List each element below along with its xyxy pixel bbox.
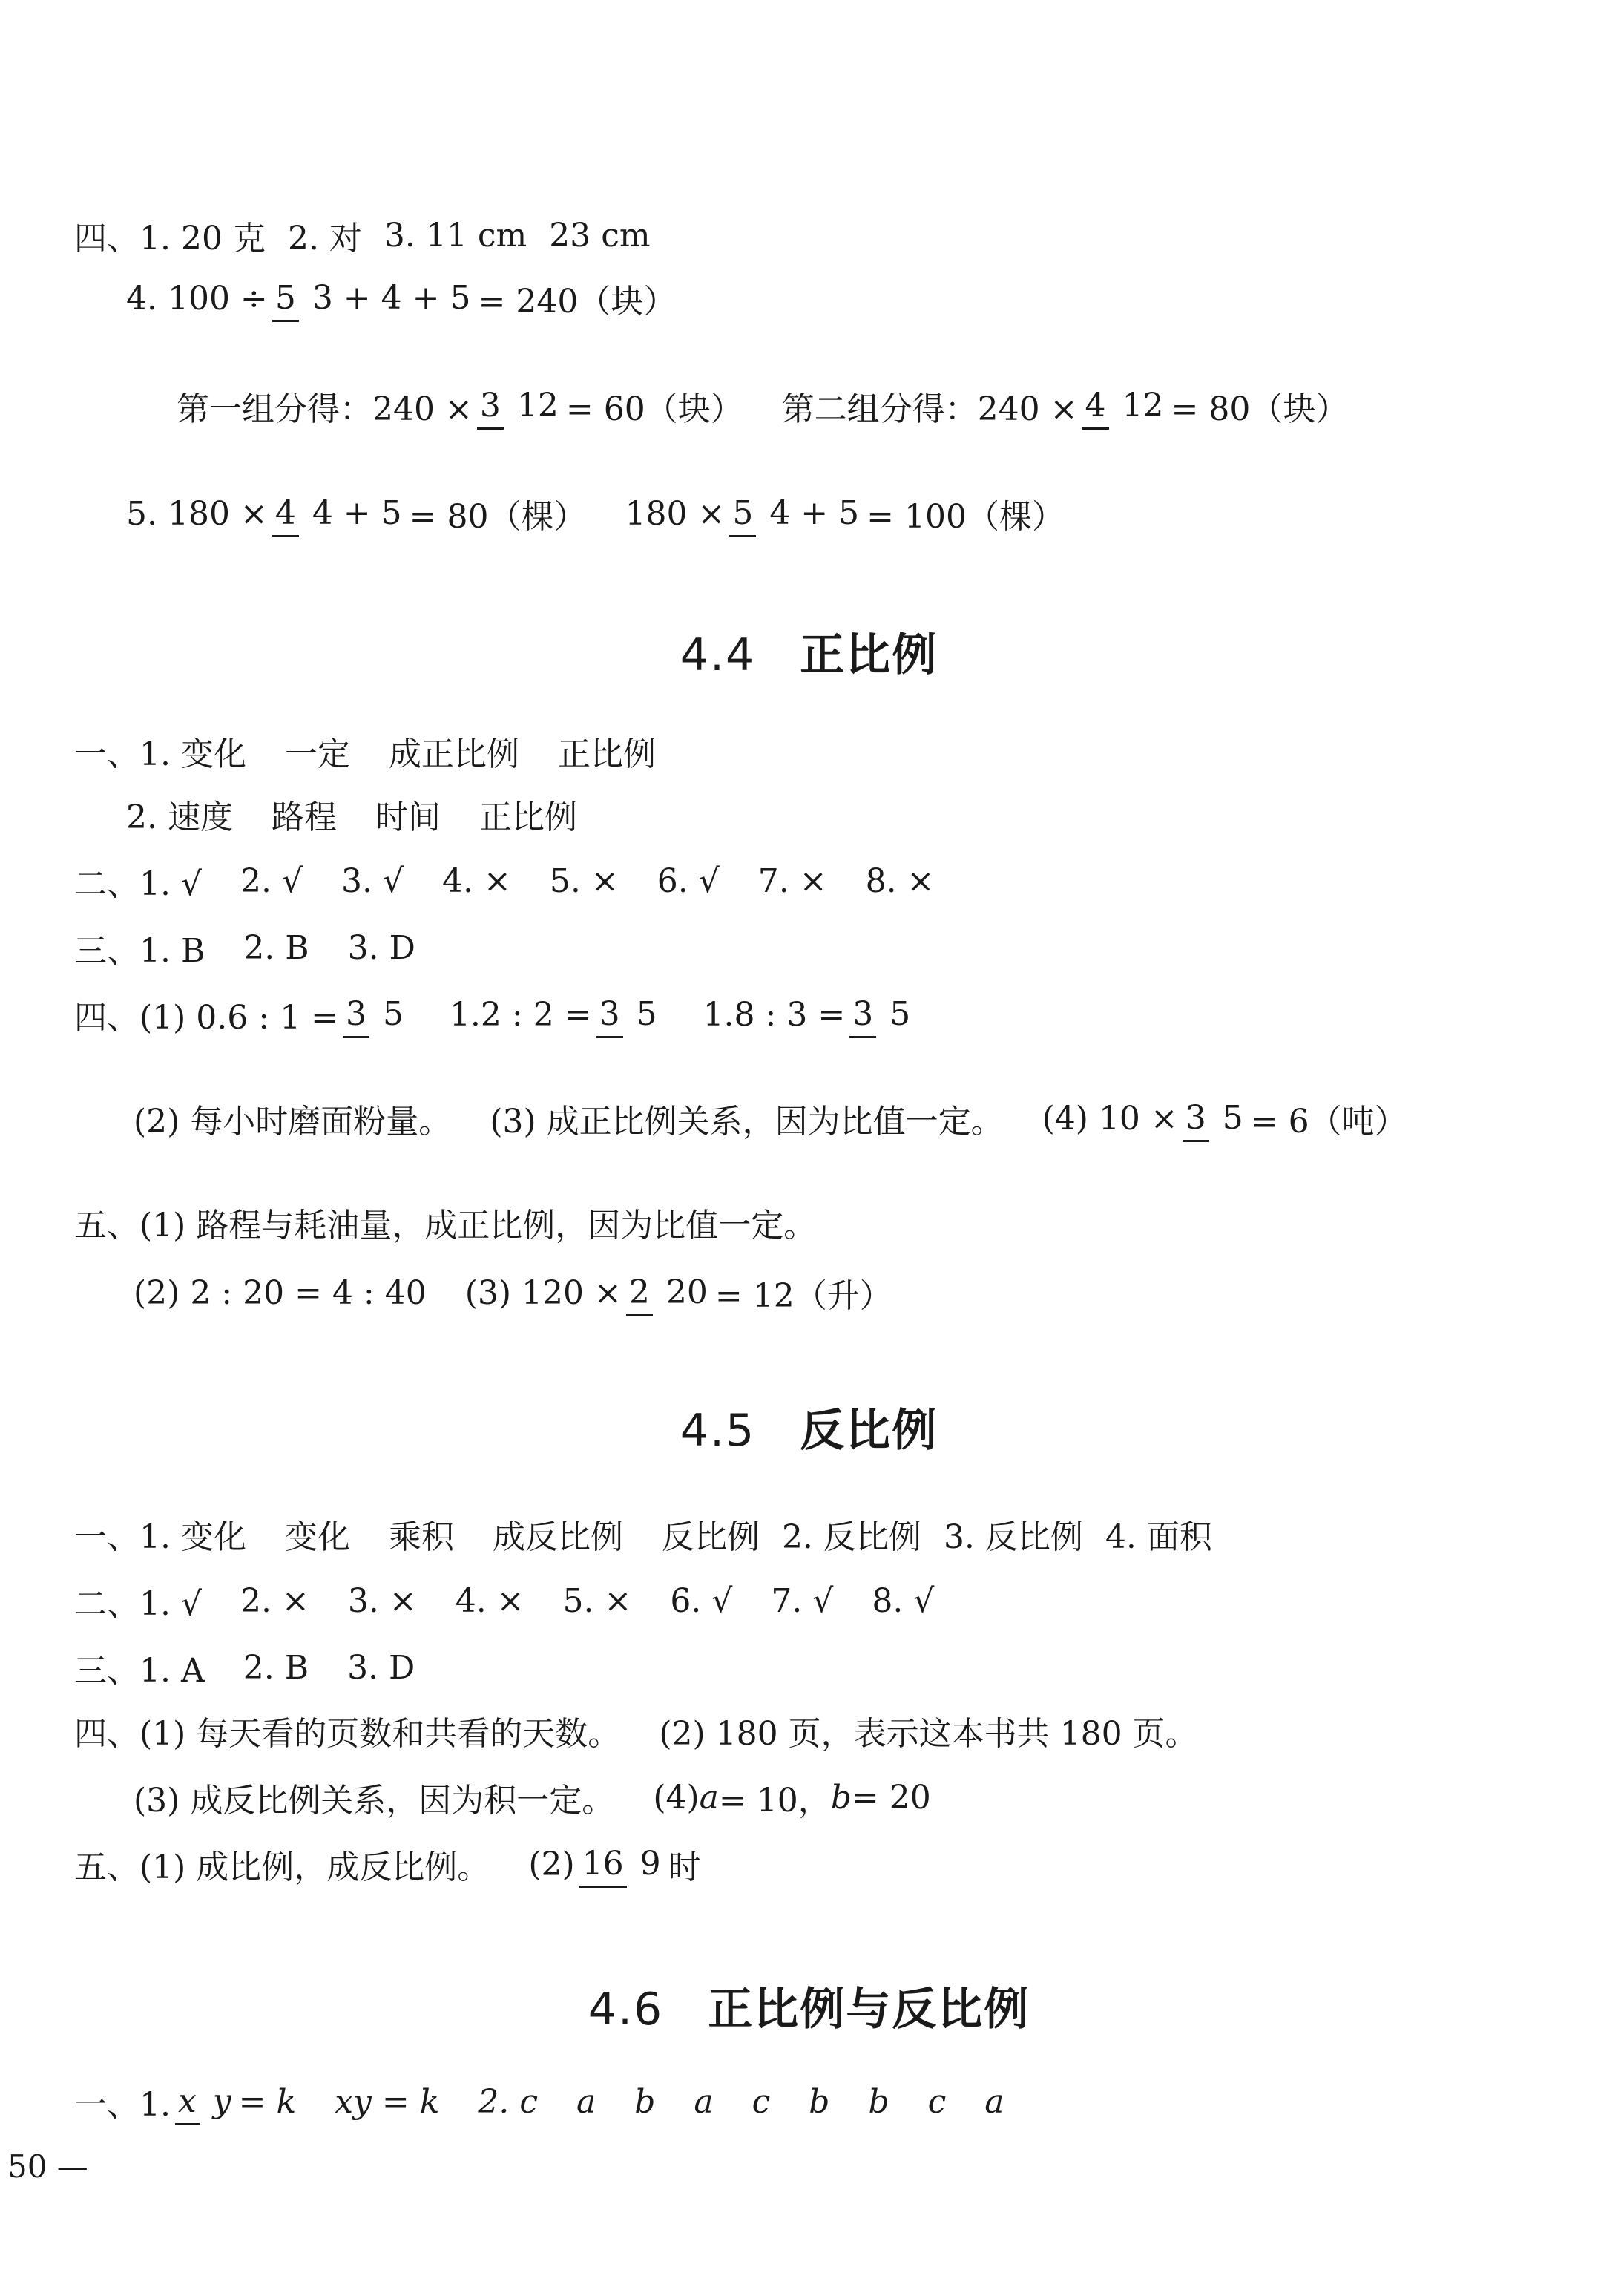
answer-text: 三、1. A	[74, 1652, 205, 1690]
answer-text: 2. ×	[240, 1581, 309, 1620]
answer-text: 二、1. √	[74, 865, 203, 903]
fraction-denominator: 9	[639, 1844, 661, 1883]
answer-text: 正比例	[479, 798, 577, 836]
answer-row-4-4-judge	[74, 857, 934, 905]
answer-text: 时间	[375, 798, 441, 836]
answer-text: a	[984, 2082, 1004, 2121]
answer-row-4-4-five-2	[134, 1269, 892, 1316]
answer-text: 2. B	[243, 1648, 309, 1687]
answer-text: 第一组分得：240 ×	[177, 390, 473, 428]
answer-text: = 20	[851, 1778, 931, 1817]
fraction-numerator: 3	[849, 995, 876, 1038]
answer-text: a	[576, 2082, 596, 2121]
answer-text: 一、1.	[74, 2086, 171, 2124]
fraction-denominator: y	[212, 2082, 231, 2120]
answer-text: 变化	[284, 1518, 350, 1556]
answer-text: b	[634, 2082, 656, 2121]
answer-text: 5. ×	[549, 862, 619, 900]
section-number: 4.5	[680, 1405, 756, 1457]
section-number: 4.4	[680, 629, 756, 681]
section-heading: 反比例	[800, 1405, 938, 1457]
answer-text: = 60（块）	[565, 390, 743, 428]
answer-text: 3. 11 cm	[384, 216, 527, 255]
fraction	[175, 2082, 234, 2120]
fraction-denominator: 20	[665, 1273, 708, 1311]
answer-text: 3. √	[341, 862, 404, 900]
fraction-denominator: 5	[382, 994, 404, 1033]
answer-text: 一定	[284, 735, 350, 773]
section-title-4-6	[0, 1974, 1618, 2038]
answer-text: 4. ×	[442, 862, 511, 900]
answer-text: (2) 180 页，表示这本书共 180 页。	[659, 1715, 1198, 1753]
answer-text: 时	[668, 1849, 701, 1886]
fraction	[477, 386, 562, 424]
fraction	[596, 994, 660, 1033]
variable-a: a	[699, 1778, 719, 1817]
answer-text: 1.2 : 2 =	[449, 995, 592, 1034]
answer-text: 3. D	[347, 928, 415, 967]
answer-text: 5. ×	[562, 1581, 632, 1620]
fraction	[343, 994, 407, 1033]
answer-text: = 240（块）	[478, 283, 677, 321]
answer-text: 1.8 : 3 =	[703, 995, 846, 1034]
fraction	[272, 493, 405, 532]
fraction-numerator: 4	[1082, 387, 1109, 430]
answer-text: 2. √	[240, 862, 303, 900]
answer-text: 乘积	[388, 1518, 454, 1556]
answer-text: 3. 反比例	[943, 1518, 1083, 1556]
answer-row-5	[126, 490, 1065, 537]
answer-text: 4. 100 ÷	[126, 279, 268, 318]
answer-text: 2. 对	[287, 220, 362, 258]
answer-row-4-5-four-2	[134, 1774, 931, 1821]
answer-text: 路程	[271, 798, 337, 836]
fraction-numerator: 3	[343, 995, 369, 1038]
answer-text: c	[927, 2082, 947, 2121]
answer-text: (3) 成反比例关系，因为积一定。	[134, 1782, 615, 1820]
answer-text: 180 ×	[625, 494, 726, 533]
answer-text: 成反比例	[492, 1518, 623, 1556]
section-heading: 正比例	[800, 629, 938, 681]
answer-text: 4. 面积	[1105, 1518, 1212, 1556]
fraction-numerator: 2	[626, 1273, 653, 1316]
answer-text: (2)	[528, 1845, 575, 1883]
answer-text: 正比例	[557, 735, 656, 773]
answer-text: 三、1. B	[74, 932, 205, 970]
answer-text: 成正比例	[388, 735, 519, 773]
answer-row-4-4-five-1	[74, 1198, 816, 1246]
answer-text: 2. c	[478, 2082, 538, 2121]
answer-row-4-4	[126, 275, 676, 322]
fraction-denominator: 12	[516, 386, 559, 424]
fraction	[272, 278, 474, 317]
answer-row-4-1	[74, 211, 651, 259]
answer-text: 四、1. 20 克	[74, 220, 266, 258]
answer-text: 5. 180 ×	[126, 494, 268, 533]
answer-text: 二、1. √	[74, 1585, 203, 1623]
section-title-4-4	[0, 620, 1618, 683]
fraction-denominator: 5	[1222, 1098, 1243, 1137]
answer-text: 一、1. 变化	[74, 735, 246, 773]
section-heading: 正比例与反比例	[708, 1984, 1030, 2036]
answer-text: 一、1. 变化	[74, 1518, 246, 1556]
answer-text: 8. ×	[865, 862, 935, 900]
answer-text: = k	[238, 2082, 297, 2121]
fraction-numerator: 5	[729, 494, 756, 537]
answer-text: 2. 速度	[126, 798, 233, 836]
answer-text: 3. D	[347, 1648, 415, 1687]
answer-text: c	[752, 2082, 771, 2121]
answer-text: (4)	[653, 1778, 700, 1817]
fraction	[579, 1844, 664, 1883]
fraction-denominator: 4 + 5	[312, 493, 402, 532]
answer-text: (2) 每小时磨面粉量。	[134, 1103, 452, 1141]
answer-text: 五、(1) 路程与耗油量，成正比例，因为比值一定。	[74, 1207, 817, 1244]
answer-text: 7. ×	[757, 862, 827, 900]
answer-text: 23 cm	[549, 216, 651, 255]
answer-text: 7. √	[771, 1581, 834, 1620]
answer-row-4-4-ratio	[74, 991, 918, 1038]
answer-text: = 10，	[718, 1782, 831, 1820]
fraction	[1183, 1098, 1246, 1137]
answer-row-groups	[177, 382, 1348, 430]
fraction	[1082, 386, 1167, 424]
answer-text: b	[809, 2082, 830, 2121]
fraction-numerator: 3	[1183, 1099, 1209, 1142]
fraction-numerator: x	[175, 2082, 200, 2125]
fraction	[849, 994, 913, 1033]
answer-text: (3) 120 ×	[464, 1273, 622, 1312]
answer-text: (2) 2 : 20 = 4 : 40	[134, 1273, 427, 1312]
fraction-numerator: 3	[596, 995, 623, 1038]
fraction	[729, 493, 862, 532]
answer-text: 6. √	[670, 1581, 733, 1620]
answer-text: b	[868, 2082, 889, 2121]
answer-text: 6. √	[657, 862, 720, 900]
fraction-denominator: 3 + 4 + 5	[312, 278, 471, 317]
answer-text: 2. 反比例	[781, 1518, 921, 1556]
answer-row-4-5-four-1	[74, 1707, 1198, 1754]
answer-text: = 12（升）	[714, 1277, 892, 1315]
fraction-denominator: 4 + 5	[769, 493, 860, 532]
answer-text: = 100（棵）	[866, 498, 1065, 536]
answer-text: = 6（吨）	[1250, 1103, 1407, 1141]
variable-b: b	[830, 1778, 852, 1817]
answer-row-4-5-choice	[74, 1644, 415, 1691]
answer-text: 反比例	[661, 1518, 760, 1556]
section-number: 4.6	[588, 1984, 664, 2036]
fraction	[626, 1273, 711, 1311]
answer-text: 8. √	[872, 1581, 935, 1620]
fraction-numerator: 3	[477, 387, 504, 430]
answer-row-4-5-judge	[74, 1577, 934, 1624]
answer-row-4-4-ratio-2	[134, 1095, 1407, 1142]
answer-text: 四、(1) 0.6 : 1 =	[74, 999, 338, 1037]
answer-row-4-4-choice	[74, 924, 415, 971]
fraction-numerator: 4	[272, 494, 299, 537]
answer-row-4-6-fill	[74, 2078, 1004, 2125]
answer-row-4-4-2	[126, 790, 577, 838]
answer-text: 四、(1) 每天看的页数和共看的天数。	[74, 1715, 621, 1753]
page-number: 50 —	[7, 2148, 88, 2185]
answer-text: 五、(1) 成比例，成反比例。	[74, 1849, 490, 1886]
answer-text: 4. ×	[455, 1581, 524, 1620]
answer-row-4-5-five	[74, 1840, 701, 1888]
answer-text: 3. ×	[347, 1581, 417, 1620]
answer-text: 第二组分得：240 ×	[781, 390, 1078, 428]
answer-row-4-4-1	[74, 727, 656, 775]
answer-text: 2. B	[243, 928, 309, 967]
fraction-denominator: 5	[636, 994, 657, 1033]
answer-row-4-5-fill	[74, 1510, 1212, 1558]
fraction-denominator: 12	[1122, 386, 1164, 424]
fraction-numerator: 16	[579, 1845, 627, 1888]
answer-text: = 80（块）	[1171, 390, 1349, 428]
answer-text: (3) 成正比例关系，因为比值一定。	[490, 1103, 1004, 1141]
answer-text: a	[694, 2082, 714, 2121]
answer-text: xy = k	[335, 2082, 440, 2121]
answer-text: (4) 10 ×	[1042, 1099, 1178, 1138]
section-title-4-5	[0, 1395, 1618, 1459]
fraction-numerator: 5	[272, 279, 299, 322]
answer-text: = 80（棵）	[409, 498, 587, 536]
fraction-denominator: 5	[889, 994, 911, 1033]
